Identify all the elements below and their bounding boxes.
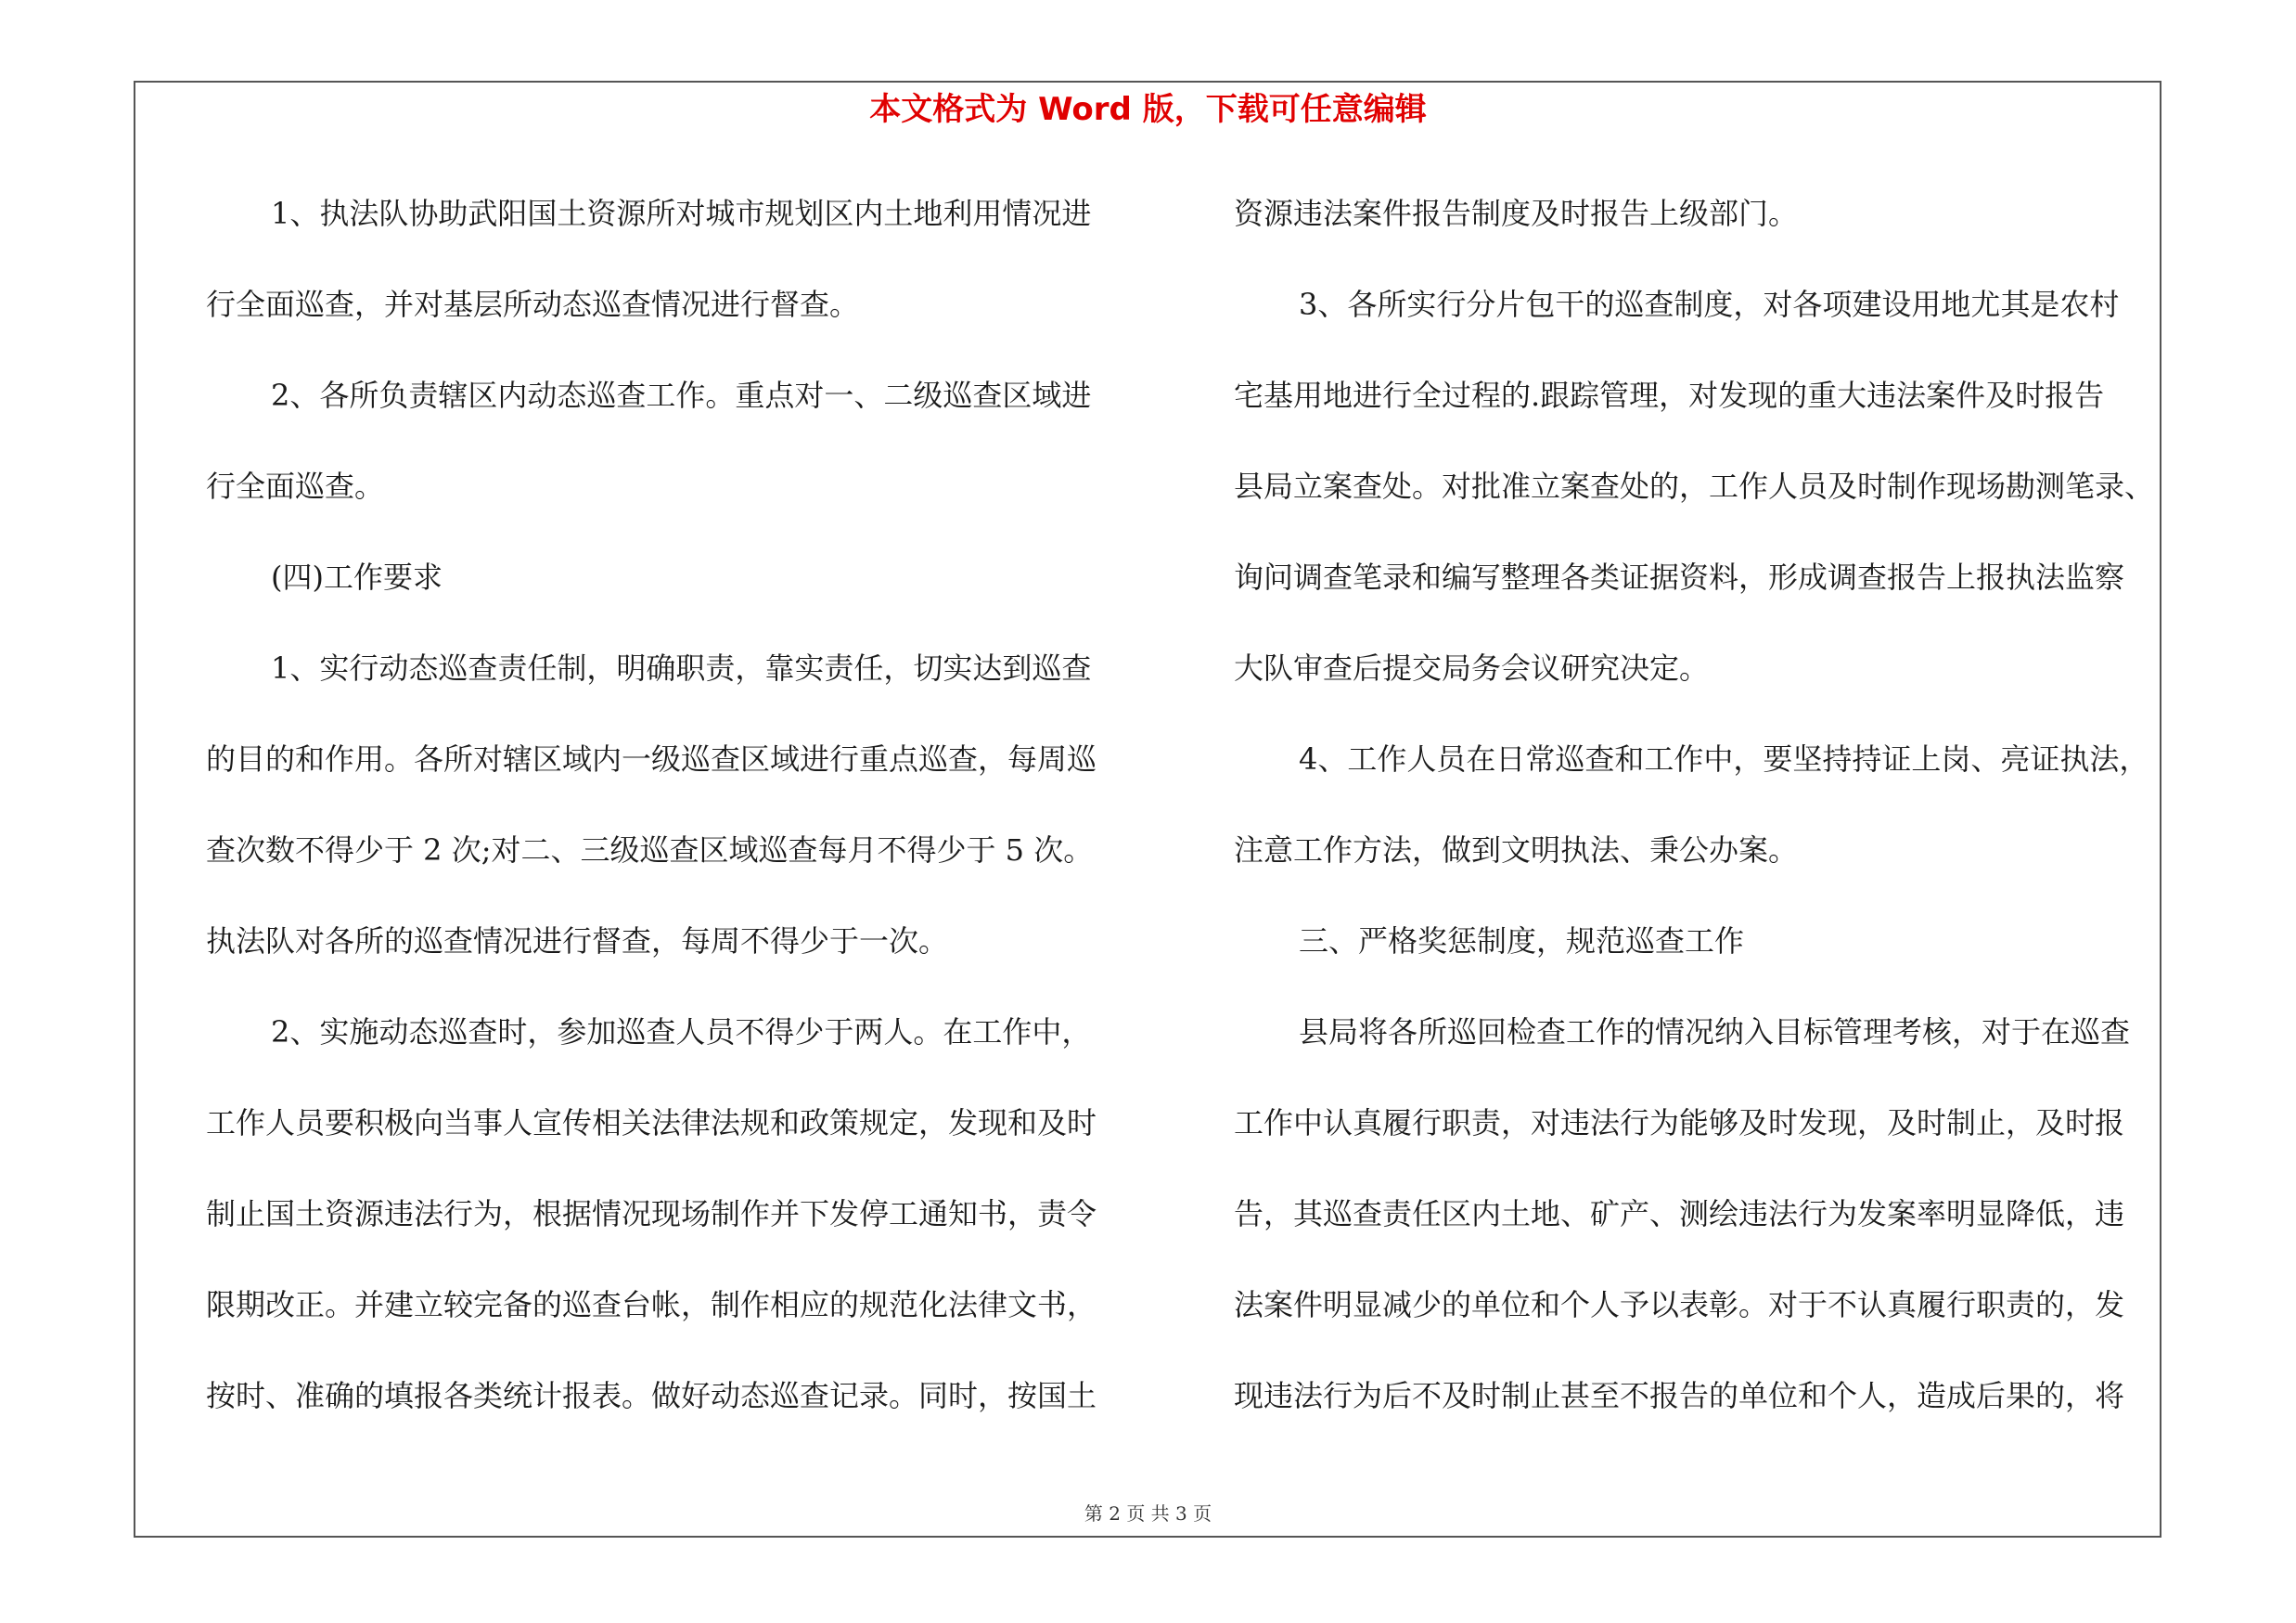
text-line: (四)工作要求 — [271, 560, 443, 595]
text-line: 宅基用地进行全过程的.跟踪管理，对发现的重大违法案件及时报告 — [1234, 378, 2105, 413]
text-line: 限期改正。并建立较完备的巡查台帐，制作相应的规范化法律文书， — [206, 1287, 1097, 1322]
text-line: 三、严格奖惩制度，规范巡查工作 — [1299, 923, 1745, 959]
text-line: 2、实施动态巡查时，参加巡查人员不得少于两人。在工作中， — [271, 1014, 1092, 1050]
left-column — [206, 186, 1143, 1459]
text-line: 询问调查笔录和编写整理各类证据资料，形成调查报告上报执法监察 — [1234, 560, 2125, 595]
text-line: 1、实行动态巡查责任制，明确职责，靠实责任，切实达到巡查 — [271, 650, 1092, 686]
text-line: 1、执法队协助武阳国土资源所对城市规划区内土地利用情况进 — [271, 196, 1092, 231]
text-line: 制止国土资源违法行为，根据情况现场制作并下发停工通知书，责令 — [206, 1196, 1097, 1231]
text-line: 按时、准确的填报各类统计报表。做好动态巡查记录。同时，按国土 — [206, 1378, 1097, 1413]
page-number: 第 2 页 共 3 页 — [1084, 1502, 1212, 1525]
text-line: 工作中认真履行职责，对违法行为能够及时发现，及时制止，及时报 — [1234, 1105, 2125, 1140]
text-line: 现违法行为后不及时制止甚至不报告的单位和个人，造成后果的，将 — [1234, 1378, 2125, 1413]
text-line: 法案件明显减少的单位和个人予以表彰。对于不认真履行职责的，发 — [1234, 1287, 2125, 1322]
text-line: 大队审查后提交局务会议研究决定。 — [1234, 650, 1710, 686]
text-line: 行全面巡查。 — [206, 469, 385, 504]
text-line: 的目的和作用。各所对辖区域内一级巡查区域进行重点巡查，每周巡 — [206, 741, 1097, 777]
format-banner: 本文格式为 Word 版，下载可任意编辑 — [869, 91, 1427, 128]
text-line: 工作人员要积极向当事人宣传相关法律法规和政策规定，发现和及时 — [206, 1105, 1097, 1140]
text-line: 执法队对各所的巡查情况进行督查，每周不得少于一次。 — [206, 923, 949, 959]
text-line: 行全面巡查，并对基层所动态巡查情况进行督查。 — [206, 287, 860, 322]
text-line: 3、各所实行分片包干的巡查制度，对各项建设用地尤其是农村 — [1299, 287, 2120, 322]
right-column — [1234, 186, 2171, 1459]
text-line: 4、工作人员在日常巡查和工作中，要坚持持证上岗、亮证执法， — [1299, 741, 2149, 777]
text-line: 2、各所负责辖区内动态巡查工作。重点对一、二级巡查区域进 — [271, 378, 1092, 413]
text-line: 县局将各所巡回检查工作的情况纳入目标管理考核，对于在巡查 — [1299, 1014, 2131, 1050]
text-line: 注意工作方法，做到文明执法、秉公办案。 — [1234, 832, 1799, 868]
text-line: 告，其巡查责任区内土地、矿产、测绘违法行为发案率明显降低，违 — [1234, 1196, 2125, 1231]
text-line: 县局立案查处。对批准立案查处的，工作人员及时制作现场勘测笔录、 — [1234, 469, 2155, 504]
text-line: 查次数不得少于 2 次;对二、三级巡查区域巡查每月不得少于 5 次。 — [206, 832, 1094, 868]
text-line: 资源违法案件报告制度及时报告上级部门。 — [1234, 196, 1799, 231]
